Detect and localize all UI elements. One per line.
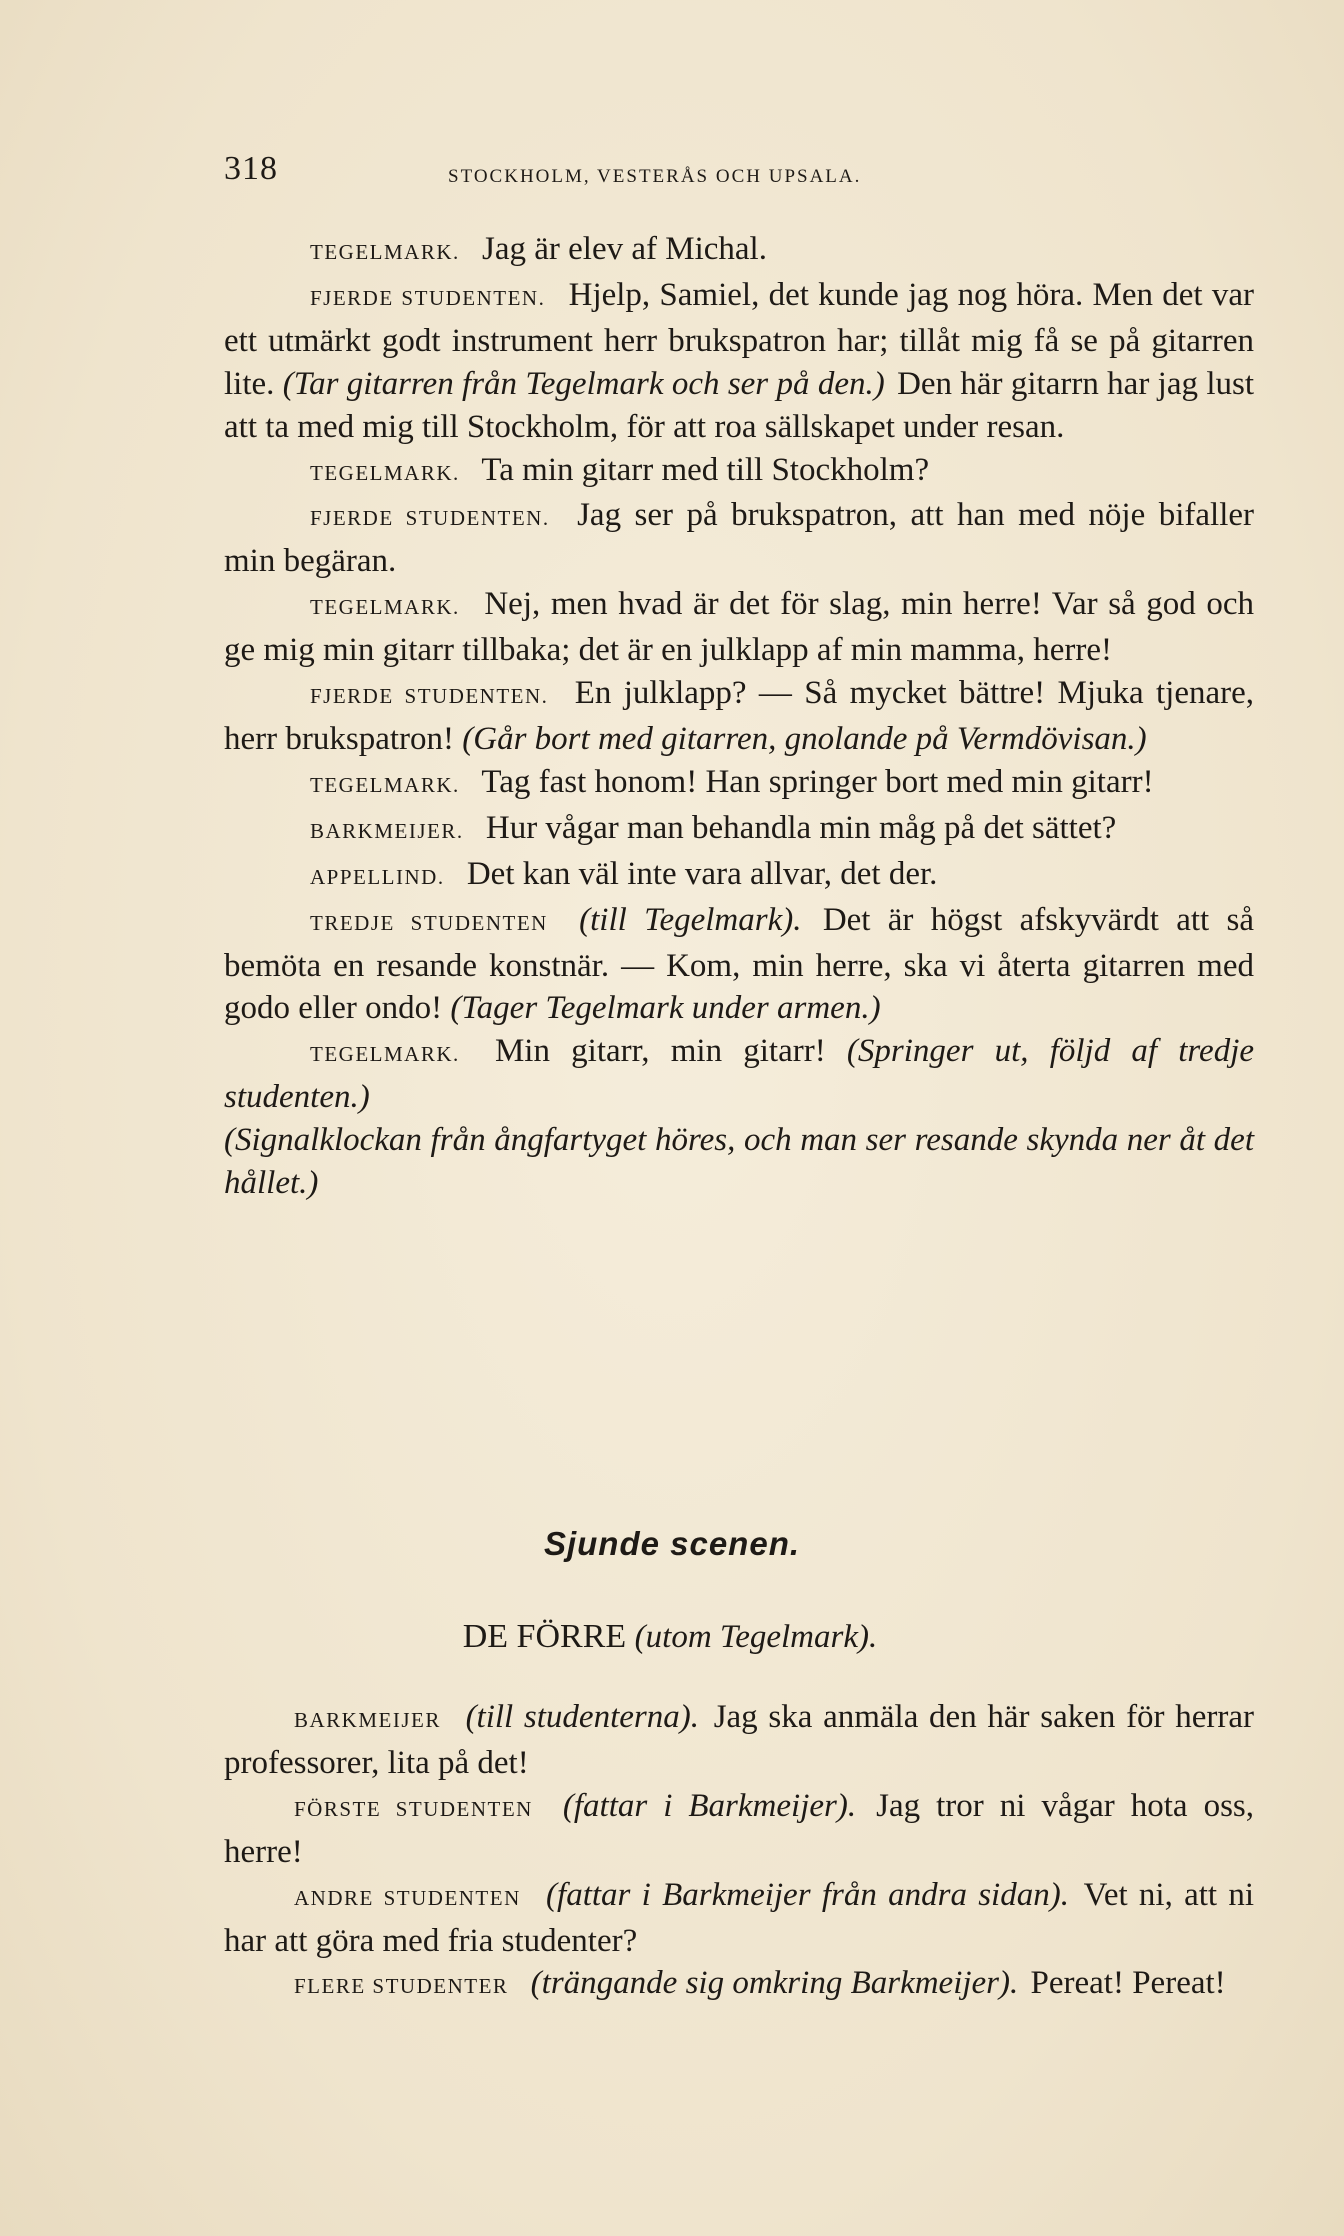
speech-text: Den här gitarrn har jag lust att ta med mig till Stockholm, för att roa sällskapet under resan. — [224, 365, 1254, 445]
speech-text: Jag tror ni vågar hota oss, herre! — [224, 1787, 1255, 1870]
page-number: 318 — [224, 150, 278, 187]
speech-paragraph — [224, 1874, 1254, 1963]
speech-paragraph — [224, 274, 1254, 449]
speech-text: Tag fast honom! Han springer bort med min gitarr! — [481, 763, 1154, 800]
speaker-name: FJERDE STUDENTEN. — [310, 285, 546, 310]
speech-text: Hjelp, Samiel, det kunde jag nog höra. Men det var ett utmärkt godt instrument herr brukspatron har; tillåt mig få se på gitarren lite. — [224, 276, 1254, 402]
speech-paragraph — [224, 1785, 1254, 1874]
speaker-name: FLERE STUDENTER — [294, 1974, 509, 1999]
speaker-name: TEGELMARK. — [310, 595, 460, 620]
stage-direction: (Signalklockan från ångfartyget höres, och man ser resande skynda ner åt det hållet.) — [224, 1122, 1254, 1202]
speech-paragraph — [224, 761, 1254, 807]
speaker-name: TEGELMARK. — [310, 240, 460, 264]
scene-cast-names: DE FÖRRE — [462, 1618, 627, 1655]
scene-title: Sjunde scenen. — [543, 1525, 801, 1562]
speech-paragraph — [224, 1696, 1254, 1785]
stage-direction-paragraph — [224, 1119, 1254, 1205]
stage-direction: (fattar i Barkmeijer från andra sidan). — [546, 1876, 1069, 1913]
speech-text: Det är högst afskyvärdt att så bemöta en resande konstnär. — Kom, min herre, ska vi återta gitarren med godo eller ondo! — [224, 901, 1254, 1027]
speech-text: En julklapp? — Så mycket bättre! Mjuka tjenare, herr brukspatron! — [224, 675, 1254, 757]
speaker-name: TEGELMARK. — [310, 1042, 460, 1067]
scene-cast-direction: (utom Tegelmark). — [634, 1619, 878, 1655]
speech-text: Min gitarr, min gitarr! — [494, 1033, 826, 1070]
speech-paragraph — [224, 583, 1254, 672]
speech-text: Ta min gitarr med till Stockholm? — [481, 451, 930, 488]
speaker-name: TEGELMARK. — [310, 772, 460, 797]
speech-paragraph — [224, 807, 1254, 853]
speech-paragraph — [224, 494, 1254, 583]
speech-text: Det kan väl inte vara allvar, det der. — [466, 855, 938, 892]
stage-direction: (trängande sig omkring Barkmeijer). — [530, 1965, 1019, 2002]
stage-direction: (fattar i Barkmeijer). — [562, 1787, 857, 1824]
speaker-name: TEGELMARK. — [310, 460, 460, 485]
speech-paragraph — [224, 899, 1254, 1031]
speech-text: Vet ni, att ni har att göra med fria studenter? — [224, 1876, 1255, 1959]
speech-paragraph — [224, 1030, 1254, 1119]
speaker-name: APPELLIND. — [310, 864, 445, 889]
stage-direction: (till studenterna). — [465, 1699, 699, 1735]
speech-paragraph — [224, 228, 1254, 274]
speech-text: Nej, men hvad är det för slag, min herre! Var så god och ge mig min gitarr tillbaka; det är en julklapp af min mamma, herre! — [224, 586, 1254, 669]
speech-text: Jag ska anmäla den här saken för herrar professorer, lita på det! — [224, 1699, 1255, 1781]
speech-text: Jag ser på brukspatron, att han med nöje bifaller min begäran. — [224, 497, 1255, 580]
speaker-name: FJERDE STUDENTEN. — [310, 684, 549, 709]
speech-paragraph — [224, 853, 1254, 899]
page-header — [224, 150, 1124, 190]
speaker-name: TREDJE STUDENTEN — [310, 910, 548, 935]
speech-paragraph — [224, 449, 1254, 495]
speech-paragraph — [224, 672, 1254, 761]
speech-text: Jag är elev af Michal. — [482, 231, 767, 267]
running-head: STOCKHOLM, VESTERÅS OCH UPSALA. — [448, 166, 862, 187]
dialogue-block-2 — [224, 1696, 1254, 2008]
speech-paragraph — [224, 1962, 1254, 2008]
dialogue-block — [224, 228, 1254, 1205]
stage-direction: (Tar gitarren från Tegelmark och ser på den.) — [282, 365, 885, 402]
speech-text: Hur vågar man behandla min måg på det sättet? — [485, 809, 1117, 846]
speaker-name: BARKMEIJER. — [310, 818, 464, 843]
scene-cast — [0, 1618, 1344, 1656]
speaker-name: FJERDE STUDENTEN. — [310, 506, 550, 531]
stage-direction: (Går bort med gitarren, gnolande på Vermdövisan.) — [462, 720, 1147, 757]
speaker-name: FÖRSTE STUDENTEN — [294, 1796, 533, 1821]
stage-direction: (Springer ut, följd af tredje studenten.) — [224, 1033, 1255, 1116]
speaker-name: BARKMEIJER — [294, 1708, 441, 1732]
stage-direction: (till Tegelmark). — [579, 901, 802, 938]
speaker-name: ANDRE STUDENTEN — [294, 1885, 521, 1910]
speech-text: Pereat! Pereat! — [1030, 1965, 1226, 2002]
stage-direction: (Tager Tegelmark under armen.) — [450, 990, 881, 1027]
